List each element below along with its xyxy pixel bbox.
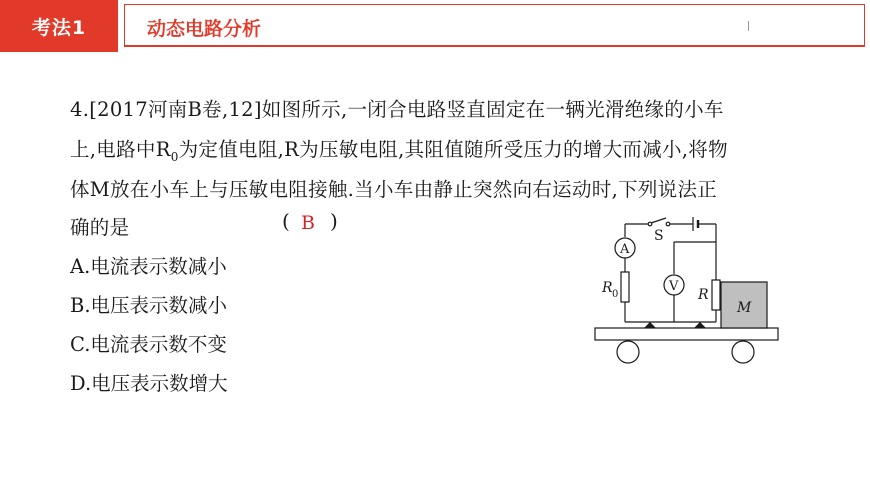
question-line-2 (70, 134, 728, 164)
voltmeter-label: V (669, 279, 679, 294)
page-title: 动态电路分析 (147, 18, 262, 40)
cart-body (595, 328, 778, 340)
cart-wheel-right (732, 341, 754, 363)
circuit-diagram (590, 212, 790, 370)
mass-label: M (737, 300, 752, 316)
question-line-2a: 上,电路中R (70, 138, 171, 161)
support-left (644, 322, 656, 328)
answer-letter: B (301, 212, 315, 234)
answer-paren-open: ( (282, 209, 290, 233)
title-mark (748, 21, 749, 31)
question-line-2b: 为定值电阻,R为压敏电阻,其阻值随所受压力的增大而减小,将物 (178, 138, 728, 161)
answer-paren-close: ) (330, 209, 338, 233)
switch-label: S (654, 228, 664, 244)
resistor-r (712, 280, 720, 310)
r-label: R (698, 287, 709, 303)
question-line-3: 体M放在小车上与压敏电阻接触.当小车由静止突然向右运动时,下列说法正 (70, 178, 718, 201)
switch-contact-right (666, 222, 670, 226)
section-tag: 考法1 (0, 0, 118, 52)
cart-wheel-left (617, 341, 639, 363)
option-a: A.电流表示数减小 (70, 255, 227, 278)
r0-label-sub: 0 (612, 289, 619, 300)
option-c: C.电流表示数不变 (70, 333, 227, 356)
switch-blade (651, 218, 666, 223)
r0-subscript: 0 (170, 149, 179, 164)
header-bar (0, 0, 870, 54)
option-b: B.电压表示数减小 (70, 294, 228, 317)
ammeter-label: A (620, 242, 630, 257)
question-line-1: 4.[2017河南B卷,12]如图所示,一闭合电路竖直固定在一辆光滑绝缘的小车 (70, 98, 724, 121)
resistor-r0 (621, 272, 629, 302)
r0-label: R (602, 280, 613, 296)
option-d: D.电压表示数增大 (70, 372, 228, 395)
title-box (124, 4, 865, 47)
support-right (694, 322, 706, 328)
question-line-4: 确的是 (70, 216, 130, 239)
